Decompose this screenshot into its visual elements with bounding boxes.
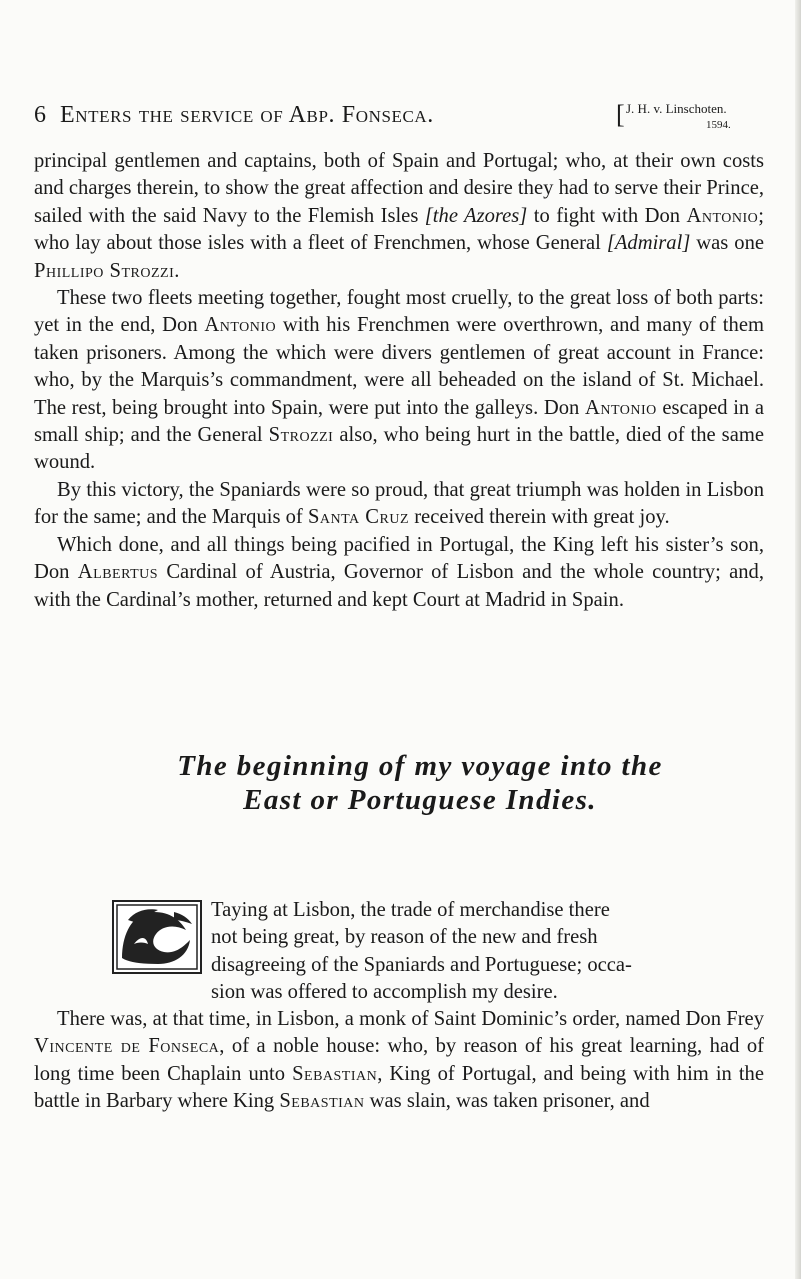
text-run: , King of Portugal, and being with him in the battle in Barbary where King: [34, 1062, 764, 1113]
editorial-note: [Admiral]: [606, 232, 691, 255]
text-run: with his Frenchmen were overthrown, and many of them taken prisoners. Among the which were divers gentlemen of great account in France: who, by the Marquis’s commandment, were all beheaded on the island of St. Michael. The rest, being brought into Spain, were put into the galleys. Don: [34, 314, 764, 419]
text-run: was slain, was taken prisoner, and: [364, 1090, 650, 1113]
text-run: By this victory, the Spaniards were so proud, that great triumph was holden in Lisbon for the same; and the Marquis of: [34, 478, 764, 529]
text-run: was one: [690, 232, 765, 255]
decorated-initial-icon: [112, 900, 202, 974]
text-run: .: [174, 259, 180, 282]
text-run: ; who lay about those isles with a fleet of Frenchmen, whose General: [34, 204, 764, 255]
proper-name: Santa Cruz: [307, 506, 410, 529]
paragraph: [34, 285, 764, 477]
paragraph: [34, 148, 764, 285]
text-run: There was, at that time, in Lisbon, a monk of Saint Dominic’s order, named Don Frey: [57, 1008, 764, 1030]
proper-name: Antonio: [584, 396, 657, 419]
section-heading: [100, 749, 740, 817]
text-run: principal gentlemen and captains, both of Spain and Portugal; who, at their own costs and charges therein, to show the great affection and desire they had to serve their Prince, sailed with the said Navy to the Flemish Isles: [34, 150, 764, 227]
body-text: [34, 148, 764, 614]
text-run: Cardinal of Austria, Governor of Lisbon and the whole country; and, with the Cardinal’s mother, returned and kept Court at Madrid in Spain.: [34, 561, 764, 611]
proper-name: Phillipo Strozzi: [34, 259, 175, 282]
text-run: received therein with great joy.: [409, 506, 670, 529]
text-run: Which done, and all things being pacified in Portugal, the King left his sister’s son, Don: [34, 533, 764, 584]
text-run: also, who being hurt in the battle, died of the same wound.: [34, 424, 764, 474]
section-heading-line: East or Portuguese Indies.: [243, 784, 597, 816]
text-run: to fight with Don: [527, 204, 687, 227]
proper-name: Strozzi: [268, 424, 334, 447]
text-run: These two fleets meeting together, fought most cruelly, to the great loss of both parts: yet in the end, Don: [34, 287, 764, 337]
proper-name: Sebastian: [292, 1062, 378, 1085]
text-run: , of a noble house: who, by reason of his great learning, had of long time been Chaplain unto: [34, 1035, 765, 1085]
section-body-text: [34, 1006, 764, 1116]
paragraph: [34, 532, 764, 614]
text-line: sion was offered to accomplish my desire.: [211, 981, 558, 1004]
editorial-note: [the Azores]: [424, 204, 528, 227]
text-line: not being great, by reason of the new and fresh: [211, 926, 598, 949]
attribution-year: 1594.: [706, 119, 731, 131]
section-opening-lines: [211, 897, 764, 1007]
attribution-author: J. H. v. Linschoten.: [626, 101, 727, 116]
text-run: escaped in a small ship; and the General: [34, 396, 764, 447]
paragraph: [34, 1006, 764, 1116]
proper-name: Antonio: [686, 204, 759, 227]
paragraph: [34, 477, 764, 532]
page-number: 6: [34, 102, 46, 128]
running-title: Enters the service of Abp. Fonseca.: [60, 102, 434, 128]
page-edge: [795, 0, 801, 1279]
proper-name: Albertus: [77, 561, 159, 584]
page-header: [34, 98, 764, 138]
proper-name: Sebastian: [279, 1090, 365, 1113]
text-line: disagreeing of the Spaniards and Portuguese; occa-: [211, 953, 632, 976]
section-heading-line: The beginning of my voyage into the: [177, 750, 663, 782]
text-line: Taying at Lisbon, the trade of merchandise there: [211, 899, 610, 921]
attribution-bracket: [: [616, 100, 625, 129]
proper-name: Vincente de Fonseca: [34, 1035, 220, 1058]
proper-name: Antonio: [204, 314, 277, 337]
